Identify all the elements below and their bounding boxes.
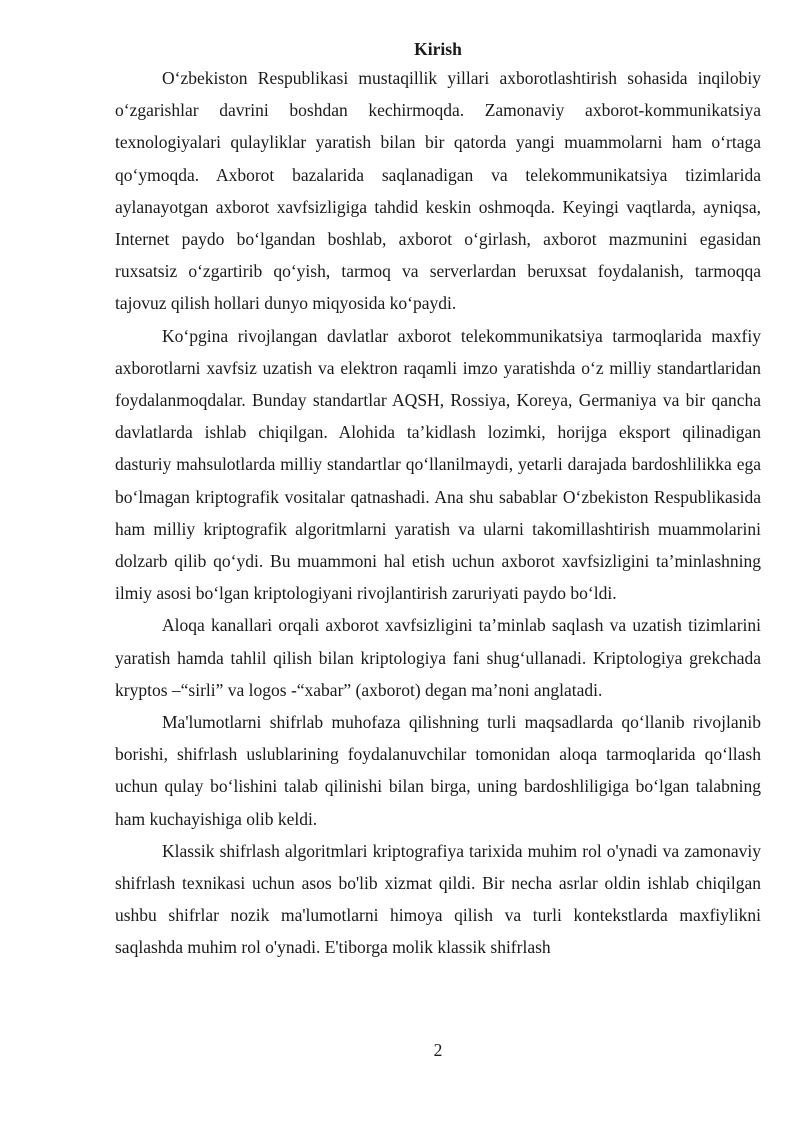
body-text xyxy=(115,62,761,964)
page-title: Kirish xyxy=(414,39,462,59)
paragraph-1: O‘zbekiston Respublikasi mustaqillik yillari axborotlashtirish sohasida inqilobiy o‘zgarishlar davrini boshdan kechirmoqda. Zamonaviy axborot-kommunikatsiya texnologiyalari qulayliklar yaratish bilan bir qatorda yangi muammolarni ham o‘rtaga qo‘ymoqda. Axborot bazalarida saqlanadigan va telekommunikatsiya tizimlarida aylanayotgan axborot xavfsizligiga tahdid keskin oshmoqda. Keyingi vaqtlarda, ayniqsa, Internet paydo bo‘lgandan boshlab, axborot o‘girlash, axborot mazmunini egasidan ruxsatsiz o‘zgartirib qo‘yish, tarmoq va serverlardan beruxsat foydalanish, tarmoqqa tajovuz qilish hollari dunyo miqyosida ko‘paydi. xyxy=(115,68,761,314)
page-number: 2 xyxy=(433,1040,443,1060)
paragraph-4: Ma'lumotlarni shifrlab muhofaza qilishning turli maqsadlarda qo‘llanib rivojlanib borishi, shifrlash uslublarining foydalanuvchilar tomonidan aloqa tarmoqlarida qo‘llash uchun qulay bo‘lishini talab qilinishi bilan birga, uning bardoshliligiga bo‘lgan talabning ham kuchayishiga olib keldi. xyxy=(115,712,761,829)
paragraph-2: Ko‘pgina rivojlangan davlatlar axborot telekommunikatsiya tarmoqlarida maxfiy axborotlarni xavfsiz uzatish va elektron raqamli imzo yaratishda o‘z milliy standartlaridan foydalanmoqdalar. Bunday standartlar AQSH, Rossiya, Koreya, Germaniya va bir qancha davlatlarda ishlab chiqilgan. Alohida ta’kidlash lozimki, horijga eksport qilinadigan dasturiy mahsulotlarda milliy standartlar qo‘llanilmaydi, yetarli darajada bardoshlilikka ega bo‘lmagan kriptografik vositalar qatnashadi. Ana shu sabablar O‘zbekiston Respublikasida ham milliy kriptografik algoritmlarni yaratish va ularni takomillashtirish muammolarini dolzarb qilib qo‘ydi. Bu muammoni hal etish uchun axborot xavfsizligini ta’minlashning ilmiy asosi bo‘lgan kriptologiyani rivojlantirish zaruriyati paydo bo‘ldi. xyxy=(115,325,761,604)
paragraph-5: Klassik shifrlash algoritmlari kriptografiya tarixida muhim rol o'ynadi va zamonaviy shifrlash texnikasi uchun asos bo'lib xizmat qildi. Bir necha asrlar oldin ishlab chiqilgan ushbu shifrlar nozik ma'lumotlarni himoya qilish va turli kontekstlarda maxfiylikni saqlashda muhim rol o'ynadi. E'tiborga molik klassik shifrlash xyxy=(115,840,761,958)
paragraph-3: Aloqa kanallari orqali axborot xavfsizligini ta’minlab saqlash va uzatish tizimlarini yaratish hamda tahlil qilish bilan kriptologiya fani shug‘ullanadi. Kriptologiya grekchada kryptos –“sirli” va logos -“xabar” (axborot) degan ma’noni anglatadi. xyxy=(115,615,761,700)
